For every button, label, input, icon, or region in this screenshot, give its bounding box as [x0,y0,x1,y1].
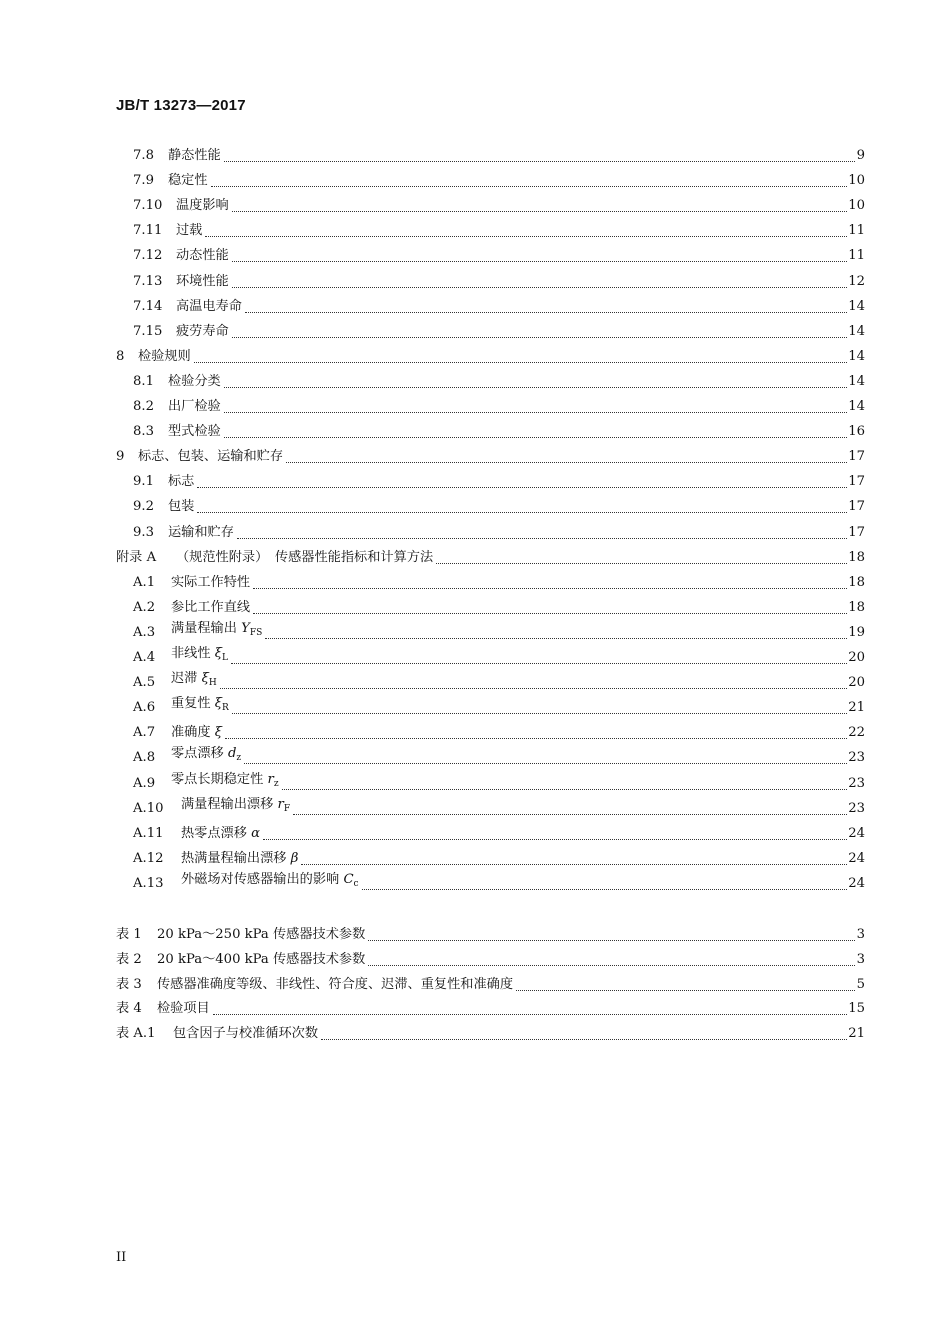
math-symbol: d [223,746,237,762]
entry-title: 零点长期稳定性 $r_z$ [171,771,279,789]
dot-leader [225,738,865,739]
page-ref: 22 [848,725,865,741]
math-subscript: z [273,778,279,789]
math-symbol: β [286,850,299,866]
dot-leader [205,236,865,237]
entry-number: A.6 [133,700,156,716]
table-list-entry[interactable] [0,975,950,995]
page-ref: 23 [848,800,865,816]
entry-title: 检验项目 [157,1001,210,1017]
entry-number: 7.11 [133,223,163,239]
math-subscript: L [222,653,229,663]
entry-number: 表 2 [116,951,142,967]
page-ref: 18 [848,574,865,590]
dot-leader [516,990,865,991]
entry-number: 表 4 [116,1001,142,1017]
entry-title: 高温电寿命 [176,298,242,314]
dot-leader [265,638,865,639]
entry-number: A.5 [133,675,156,691]
math-symbol: ξ [210,725,223,741]
entry-title: 静态性能 [168,148,221,163]
dot-leader [368,940,865,941]
table-list-entry[interactable] [0,925,950,945]
entry-number: 7.15 [133,323,163,339]
entry-title: 20 kPa～400 kPa 传感器技术参数 [157,951,366,967]
toc-entry[interactable] [0,372,950,392]
toc-entry[interactable] [0,272,950,292]
dot-leader [286,462,865,463]
entry-number: 8.2 [133,399,154,414]
toc-entry[interactable] [0,497,950,517]
entry-number: 8.3 [133,424,154,440]
entry-number: 表 A.1 [116,1026,156,1042]
dot-leader [244,763,865,764]
math-subscript: H [208,678,217,689]
dot-leader [263,839,865,840]
toc-entry[interactable] [0,397,950,417]
toc-entry[interactable] [0,771,950,794]
page-ref: 17 [848,499,865,515]
entry-number: A.9 [133,775,156,791]
math-symbol: Y [236,620,250,636]
entry-title: 运输和贮存 [168,524,234,540]
toc-entry[interactable] [0,673,950,693]
entry-title: 标志、包装、运输和贮存 [138,449,284,465]
entry-number: 9 [116,449,125,465]
math-symbol: α [246,825,261,841]
entry-number: 7.14 [133,298,163,314]
entry-title: 热零点漂移 α [181,825,261,841]
page-ref: 10 [848,198,865,214]
entry-number: 9.1 [133,474,154,490]
math-symbol: r [263,771,274,787]
page-ref: 21 [848,1026,865,1042]
entry-title: 参比工作直线 [171,599,251,615]
page-number-footer: II [116,1250,127,1265]
page-ref: 19 [848,624,865,640]
page-ref: 16 [848,424,865,440]
entry-number: A.1 [133,574,156,590]
entry-title: 包装 [168,499,195,515]
entry-title: 环境性能 [176,273,229,289]
dot-leader [213,1014,865,1015]
toc-entry[interactable] [0,849,950,869]
entry-title: 实际工作特性 [171,574,251,590]
page-ref: 20 [848,675,865,691]
entry-title: 非线性 $\xi_L$ [171,646,229,663]
toc-entry[interactable] [0,748,950,768]
dot-leader [224,437,865,438]
dot-leader [224,387,865,388]
dot-leader [232,211,865,212]
entry-number: 7.12 [133,248,163,264]
page-ref: 18 [848,549,865,565]
dot-leader [245,312,865,313]
toc-entry[interactable] [0,598,950,618]
page-ref: 18 [848,599,865,615]
page-ref: 14 [848,399,865,414]
entry-title: 重复性 $\xi_R$ [171,696,229,714]
page-ref: 21 [848,700,865,716]
dot-leader [197,487,865,488]
entry-title: 检验规则 [138,348,191,364]
entry-number: A.4 [133,650,156,665]
entry-number: 7.8 [133,148,154,163]
entry-number: A.11 [133,825,164,841]
entry-title: 热满量程输出漂移 β [181,850,299,866]
dot-leader [321,1039,865,1040]
math-subscript: z [236,753,242,764]
toc-entry[interactable] [0,246,950,266]
math-symbol: C [339,871,354,887]
page-ref: 23 [848,775,865,791]
math-symbol: ξ [210,696,223,712]
entry-number: 表 3 [116,976,142,992]
page-ref: 3 [856,951,865,967]
toc-entry[interactable] [0,472,950,492]
page-ref: 14 [848,373,865,389]
dot-leader [232,337,865,338]
entry-title: 动态性能 [176,248,229,264]
dot-leader [220,688,865,689]
dot-leader [211,186,865,187]
page-ref: 24 [848,875,865,891]
toc-entry[interactable] [0,196,950,216]
entry-number: A.13 [133,875,164,891]
page-ref: 24 [848,850,865,866]
math-symbol: ξ [210,646,223,661]
toc-entry[interactable] [0,297,950,317]
toc-entry[interactable] [0,573,950,593]
table-list-entry[interactable] [0,999,950,1019]
toc-entry[interactable] [0,146,950,166]
toc-entry[interactable] [0,824,950,844]
page-ref: 11 [848,248,865,264]
toc-entry[interactable] [0,422,950,442]
toc-entry[interactable] [0,447,950,467]
dot-leader [232,713,865,714]
page-ref: 3 [856,927,865,942]
dot-leader [362,889,865,890]
toc-entry[interactable] [0,523,950,543]
entry-title: （规范性附录） 传感器性能指标和计算方法 [176,549,434,565]
dot-leader [231,663,865,664]
toc-entry[interactable] [0,620,950,643]
dot-leader [368,965,865,966]
table-list-entry[interactable] [0,950,950,970]
entry-number: 8.1 [133,373,154,389]
entry-number: A.8 [133,750,156,766]
dot-leader [253,588,865,589]
entry-number: 附录 A [116,549,157,565]
dot-leader [194,362,865,363]
page-ref: 10 [848,173,865,189]
toc-entry[interactable] [0,698,950,718]
page-ref: 17 [848,449,865,465]
standard-number-header: JB/T 13273—2017 [116,97,246,114]
entry-title: 满量程输出 $Y_{FS}$ [171,620,263,638]
dot-leader [293,814,865,815]
toc-entry[interactable] [0,221,950,241]
page-ref: 14 [848,323,865,339]
toc-entry[interactable] [0,171,950,191]
toc-entry[interactable] [0,548,950,568]
entry-number: A.3 [133,624,156,640]
toc-entry[interactable] [0,322,950,342]
dot-leader [232,287,865,288]
entry-title: 迟滞 $\xi_H$ [171,671,217,689]
page-ref: 11 [848,223,865,239]
page-ref: 20 [848,650,865,665]
entry-title: 温度影响 [176,198,229,214]
page-ref: 14 [848,348,865,364]
entry-number: 表 1 [116,927,142,942]
math-subscript: c [353,878,359,889]
math-subscript: F [283,803,291,814]
dot-leader [237,538,865,539]
dot-leader [224,161,865,162]
dot-leader [282,789,865,790]
entry-number: 9.3 [133,524,154,540]
entry-number: 7.13 [133,273,163,289]
toc-entry[interactable] [0,648,950,668]
math-subscript: R [222,703,229,714]
math-subscript: FS [249,627,263,638]
entry-number: 7.10 [133,198,163,214]
dot-leader [301,864,865,865]
page-ref: 9 [856,148,865,163]
entry-title: 准确度 ξ [171,725,223,741]
page-ref: 23 [848,750,865,766]
entry-title: 过载 [176,223,203,239]
entry-number: A.7 [133,725,156,741]
toc-entry[interactable] [0,871,950,894]
entry-title: 疲劳寿命 [176,323,229,339]
page-ref: 24 [848,825,865,841]
entry-title: 标志 [168,474,195,490]
page-ref: 17 [848,524,865,540]
entry-title: 稳定性 [168,173,208,189]
page-ref: 17 [848,474,865,490]
entry-title: 包含因子与校准循环次数 [173,1026,319,1042]
entry-title: 外磁场对传感器输出的影响 $C_c$ [181,871,359,889]
entry-title: 满量程输出漂移 $r_F$ [181,796,291,814]
page-ref: 14 [848,298,865,314]
entry-title: 传感器准确度等级、非线性、符合度、迟滞、重复性和准确度 [157,976,514,992]
entry-title: 检验分类 [168,373,221,389]
table-list-entry[interactable] [0,1024,950,1044]
dot-leader [436,563,865,564]
entry-title: 出厂检验 [168,399,221,414]
math-symbol: r [273,796,284,812]
toc-entry[interactable] [0,347,950,367]
entry-title: 20 kPa～250 kPa 传感器技术参数 [157,927,366,942]
page-ref: 5 [856,976,865,992]
dot-leader [232,261,865,262]
entry-number: A.12 [133,850,164,866]
entry-number: A.2 [133,599,156,615]
toc-entry[interactable] [0,796,950,819]
page-ref: 12 [848,273,865,289]
dot-leader [197,512,865,513]
toc-entry[interactable] [0,723,950,743]
entry-number: A.10 [133,800,164,816]
math-symbol: ξ [197,671,209,687]
page-ref: 15 [848,1001,865,1017]
entry-number: 7.9 [133,173,154,189]
entry-title: 型式检验 [168,424,221,440]
dot-leader [224,412,865,413]
dot-leader [253,613,865,614]
entry-number: 8 [116,348,125,364]
entry-number: 9.2 [133,499,154,515]
entry-title: 零点漂移 $d_z$ [171,746,242,764]
